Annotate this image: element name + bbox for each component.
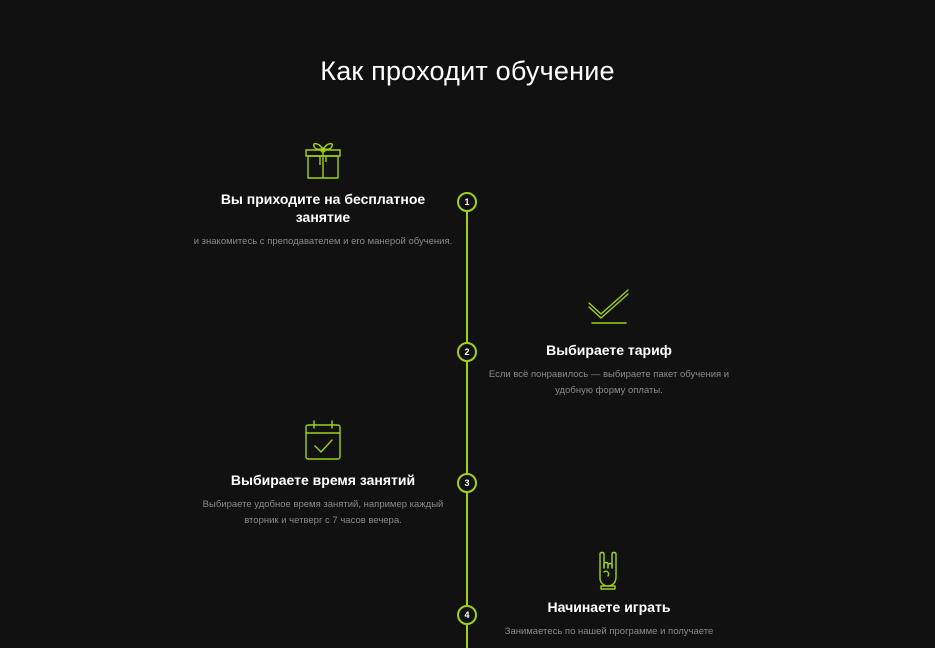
step-4 bbox=[479, 550, 739, 640]
step-3-text: Выбираете удобное время занятий, например каждый вторник и четверг с 7 часов вечера. bbox=[202, 499, 444, 526]
rock-hand-icon bbox=[595, 550, 623, 590]
step-2-title: Выбираете тариф bbox=[546, 342, 672, 358]
step-number-1: 1 bbox=[457, 192, 477, 212]
calendar-icon bbox=[303, 419, 343, 461]
step-2-text: Если всё понравилось — выбираете пакет обучения и удобную форму оплаты. bbox=[488, 369, 730, 396]
step-1-text: и знакомитесь с преподавателем и его манерой обучения. bbox=[193, 236, 453, 247]
step-2 bbox=[479, 287, 739, 399]
page-title: Как проходит обучение bbox=[320, 56, 615, 87]
step-1 bbox=[193, 135, 453, 250]
step-number-2: 2 bbox=[457, 342, 477, 362]
checkmark-icon bbox=[586, 287, 632, 325]
timeline-line bbox=[466, 208, 468, 648]
step-number-3: 3 bbox=[457, 473, 477, 493]
gift-icon bbox=[303, 135, 343, 181]
step-number-4: 4 bbox=[457, 605, 477, 625]
step-4-title: Начинаете играть bbox=[547, 599, 671, 615]
step-3 bbox=[193, 419, 453, 529]
step-1-title: Вы приходите на бесплатное занятие bbox=[220, 191, 426, 225]
step-4-text: Занимаетесь по нашей программе и получаете bbox=[504, 626, 714, 637]
step-3-title: Выбираете время занятий bbox=[230, 472, 416, 488]
